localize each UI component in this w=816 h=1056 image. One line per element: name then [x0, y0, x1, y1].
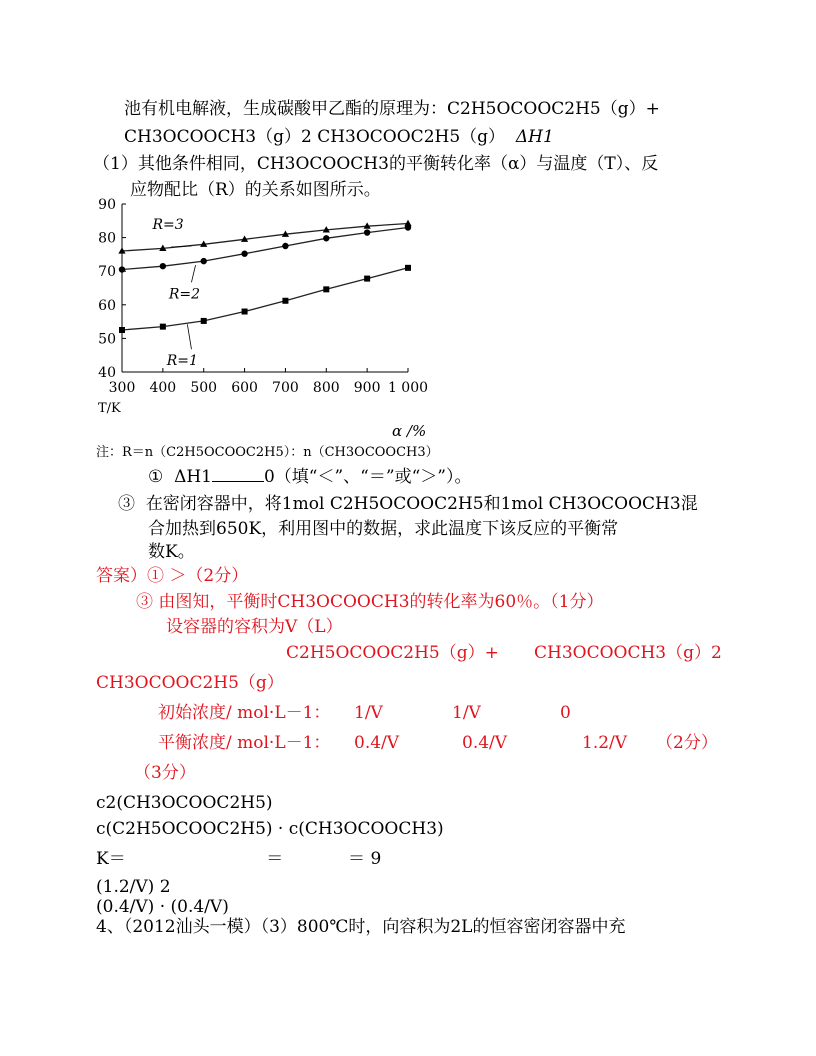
calc-denominator-2: (0.4/V) · (0.4/V) — [96, 897, 229, 917]
calc-numerator: c2(CH3OCOOC2H5) — [96, 793, 273, 813]
answer-score-3: （3分） — [134, 763, 196, 783]
initial-conc-3: 0 — [560, 703, 571, 723]
chart-ticks — [98, 197, 428, 396]
data-point-2-600 — [241, 251, 247, 257]
data-point-3-900 — [364, 276, 370, 282]
data-point-3-800 — [323, 286, 329, 292]
ratio-note: 注：R＝n（C2H5OCOOC2H5）：n（CH3OCOOCH3） — [96, 445, 439, 460]
initial-conc-1: 1/V — [354, 703, 383, 723]
question-1-line-b: 应物配比（R）的关系如图所示。 — [130, 180, 381, 200]
data-point-3-700 — [282, 298, 288, 304]
series-label-3: R=1 — [166, 353, 198, 370]
x-tick-label-800: 800 — [312, 380, 340, 396]
y-tick-label-90: 90 — [98, 197, 116, 213]
eq-conc-label: 平衡浓度/ mol·L－1： — [158, 733, 331, 753]
answer-product: CH3OCOOC2H5（g） — [96, 673, 284, 693]
y-tick-label-80: 80 — [98, 230, 116, 247]
data-point-2-700 — [282, 243, 288, 249]
data-point-2-400 — [160, 263, 166, 269]
intro-line-1: 池有机电解液，生成碳酸甲乙酯的原理为：C2H5OCOOC2H5（g）+ — [124, 99, 660, 119]
data-point-3-600 — [242, 309, 248, 315]
series-label-2: R=2 — [168, 286, 201, 303]
conversion-rate-chart — [90, 196, 440, 414]
data-point-2-900 — [364, 229, 370, 235]
y-tick-label-60: 60 — [98, 297, 116, 314]
answer-head: 答案）① ＞（2分） — [96, 566, 249, 586]
y-tick-label-40: 40 — [98, 365, 116, 381]
x-tick-label-700: 700 — [272, 380, 299, 396]
data-point-2-800 — [323, 235, 329, 241]
answer-blank — [212, 467, 264, 482]
answer-reactant-2: CH3OCOOCH3（g）2 — [534, 643, 722, 663]
answer-line-3: 设容器的容积为V（L） — [166, 617, 343, 637]
calc-denominator: c(C2H5OCOOC2H5) · c(CH3OCOOCH3) — [96, 819, 444, 839]
data-point-3-300 — [119, 327, 125, 333]
next-question: 4、（2012汕头一模）（3）800℃时，向容积为2L的恒容密闭容器中充 — [96, 917, 626, 937]
label-leader-2 — [191, 265, 195, 282]
x-tick-label-1000: 1 000 — [387, 380, 429, 396]
sub-question-3-line-1: ③ 在密闭容器中，将1mol C2H5OCOOC2H5和1mol CH3OCOOCH3混 — [118, 494, 698, 514]
sub-question-1: ① ΔH1 0（填“＜”、“＝”或“＞”）。 — [148, 467, 472, 487]
data-point-3-1000 — [405, 265, 411, 271]
sub-question-3-line-3: 数K。 — [148, 542, 195, 562]
x-tick-label-500: 500 — [190, 380, 218, 396]
eq-conc-1: 0.4/V — [354, 733, 400, 753]
sub-question-3-line-2: 合加热到650K，利用图中的数据，求此温度下该反应的平衡常 — [148, 519, 619, 539]
x-tick-label-300: 300 — [108, 380, 136, 396]
answer-reactant-1: C2H5OCOOC2H5（g）+ — [286, 643, 499, 663]
x-tick-label-900: 900 — [353, 380, 381, 396]
data-point-3-400 — [160, 324, 166, 330]
label-leader-1 — [171, 246, 191, 247]
chart-x-axis-label: T/K — [98, 401, 121, 414]
chart-series — [118, 220, 411, 333]
question-1-line-a: （1）其他条件相同，CH3OCOOCH3的平衡转化率（α）与温度（T）、反 — [93, 154, 659, 174]
initial-conc-label: 初始浓度/ mol·L－1： — [158, 703, 331, 723]
chart-series-labels — [151, 217, 200, 369]
y-tick-label-70: 70 — [98, 264, 116, 281]
calc-numerator-2: (1.2/V) 2 — [96, 877, 171, 897]
x-tick-label-400: 400 — [149, 380, 177, 396]
data-point-2-1000 — [405, 224, 411, 230]
answer-line-2: ③ 由图知，平衡时CH3OCOOCH3的转化率为60％。（1分） — [136, 592, 604, 612]
data-point-3-500 — [201, 318, 207, 324]
label-leader-3 — [187, 324, 191, 349]
eq-score: （2分） — [656, 733, 718, 753]
data-point-2-500 — [201, 258, 207, 264]
y-tick-label-50: 50 — [98, 331, 116, 348]
chart-y-axis-label: α /% — [392, 422, 427, 440]
series-label-1: R=3 — [152, 216, 184, 233]
eq-conc-2: 0.4/V — [462, 733, 508, 753]
x-tick-label-600: 600 — [231, 380, 258, 396]
intro-line-2: CH3OCOOCH3（g）2 CH3OCOOC2H5（g） ΔH1 — [124, 127, 554, 147]
eq-conc-3: 1.2/V — [582, 733, 628, 753]
calc-k-line: K＝ ＝ ＝ 9 — [96, 849, 382, 869]
initial-conc-2: 1/V — [452, 703, 481, 723]
data-point-2-300 — [119, 266, 125, 272]
